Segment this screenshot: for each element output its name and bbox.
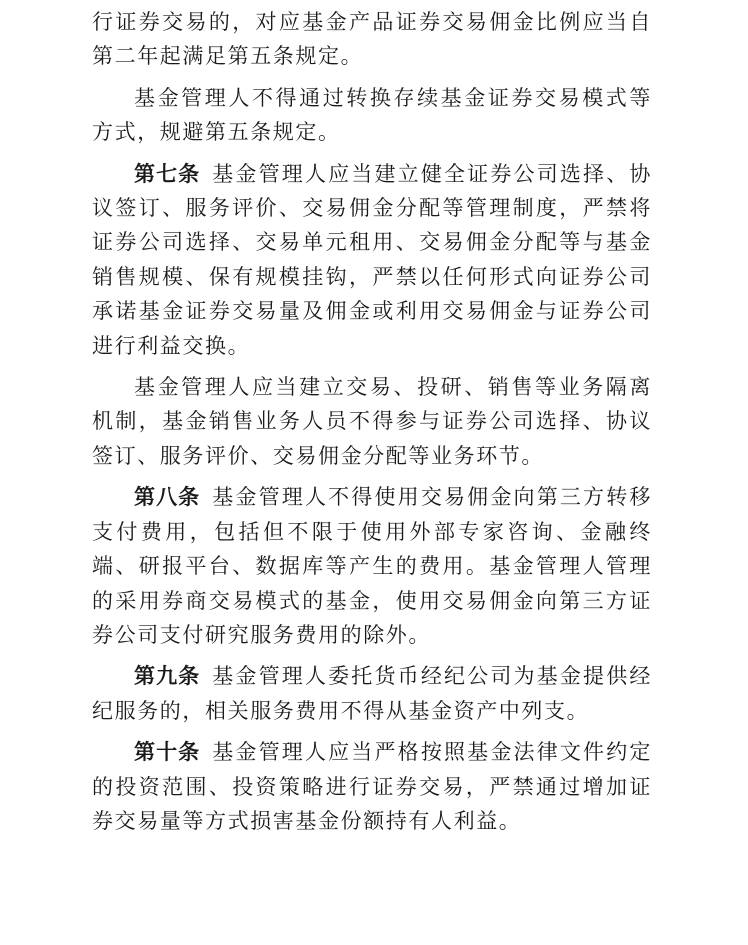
article-number: 第九条 — [134, 664, 201, 689]
paragraph-text: 基金管理人不得通过转换存续基金证券交易模式等方式，规避第五条规定。 — [92, 85, 652, 145]
paragraph-text: 基金管理人应当严格按照基金法律文件约定的投资范围、投资策略进行证券交易，严禁通过增加证券交易量等方式损害基金份额持有人利益。 — [92, 740, 652, 833]
document-page — [92, 5, 652, 838]
paragraph-text: 行证券交易的，对应基金产品证券交易佣金比例应当自第二年起满足第五条规定。 — [92, 10, 652, 69]
paragraph-text: 基金管理人委托货币经纪公司为基金提供经纪服务的，相关服务费用不得从基金资产中列支。 — [92, 664, 652, 723]
paragraph-article6-clause2 — [92, 81, 652, 150]
paragraph-article9 — [92, 659, 652, 728]
paragraph-text: 基金管理人应当建立健全证券公司选择、协议签订、服务评价、交易佣金分配等管理制度，严禁将证券公司选择、交易单元租用、交易佣金分配等与基金销售规模、保有规模挂钩，严禁以任何形式向证券公司承诺基金证券交易量及佣金或利用交易佣金与证券公司进行利益交换。 — [92, 161, 652, 358]
paragraph-article7-clause2 — [92, 370, 652, 473]
paragraph-text: 基金管理人不得使用交易佣金向第三方转移支付费用，包括但不限于使用外部专家咨询、金融终端、研报平台、数据库等产生的费用。基金管理人管理的采用券商交易模式的基金，使用交易佣金向第三方证券公司支付研究服务费用的除外。 — [92, 485, 652, 647]
article-number: 第十条 — [134, 740, 201, 765]
paragraph-article6-continuation — [92, 5, 652, 74]
paragraph-article7 — [92, 157, 652, 363]
paragraph-article8 — [92, 480, 652, 652]
paragraph-text: 基金管理人应当建立交易、投研、销售等业务隔离机制，基金销售业务人员不得参与证券公司选择、协议签订、服务评价、交易佣金分配等业务环节。 — [92, 375, 652, 468]
paragraph-article10 — [92, 735, 652, 838]
article-number: 第七条 — [134, 161, 201, 186]
article-number: 第八条 — [134, 485, 201, 510]
